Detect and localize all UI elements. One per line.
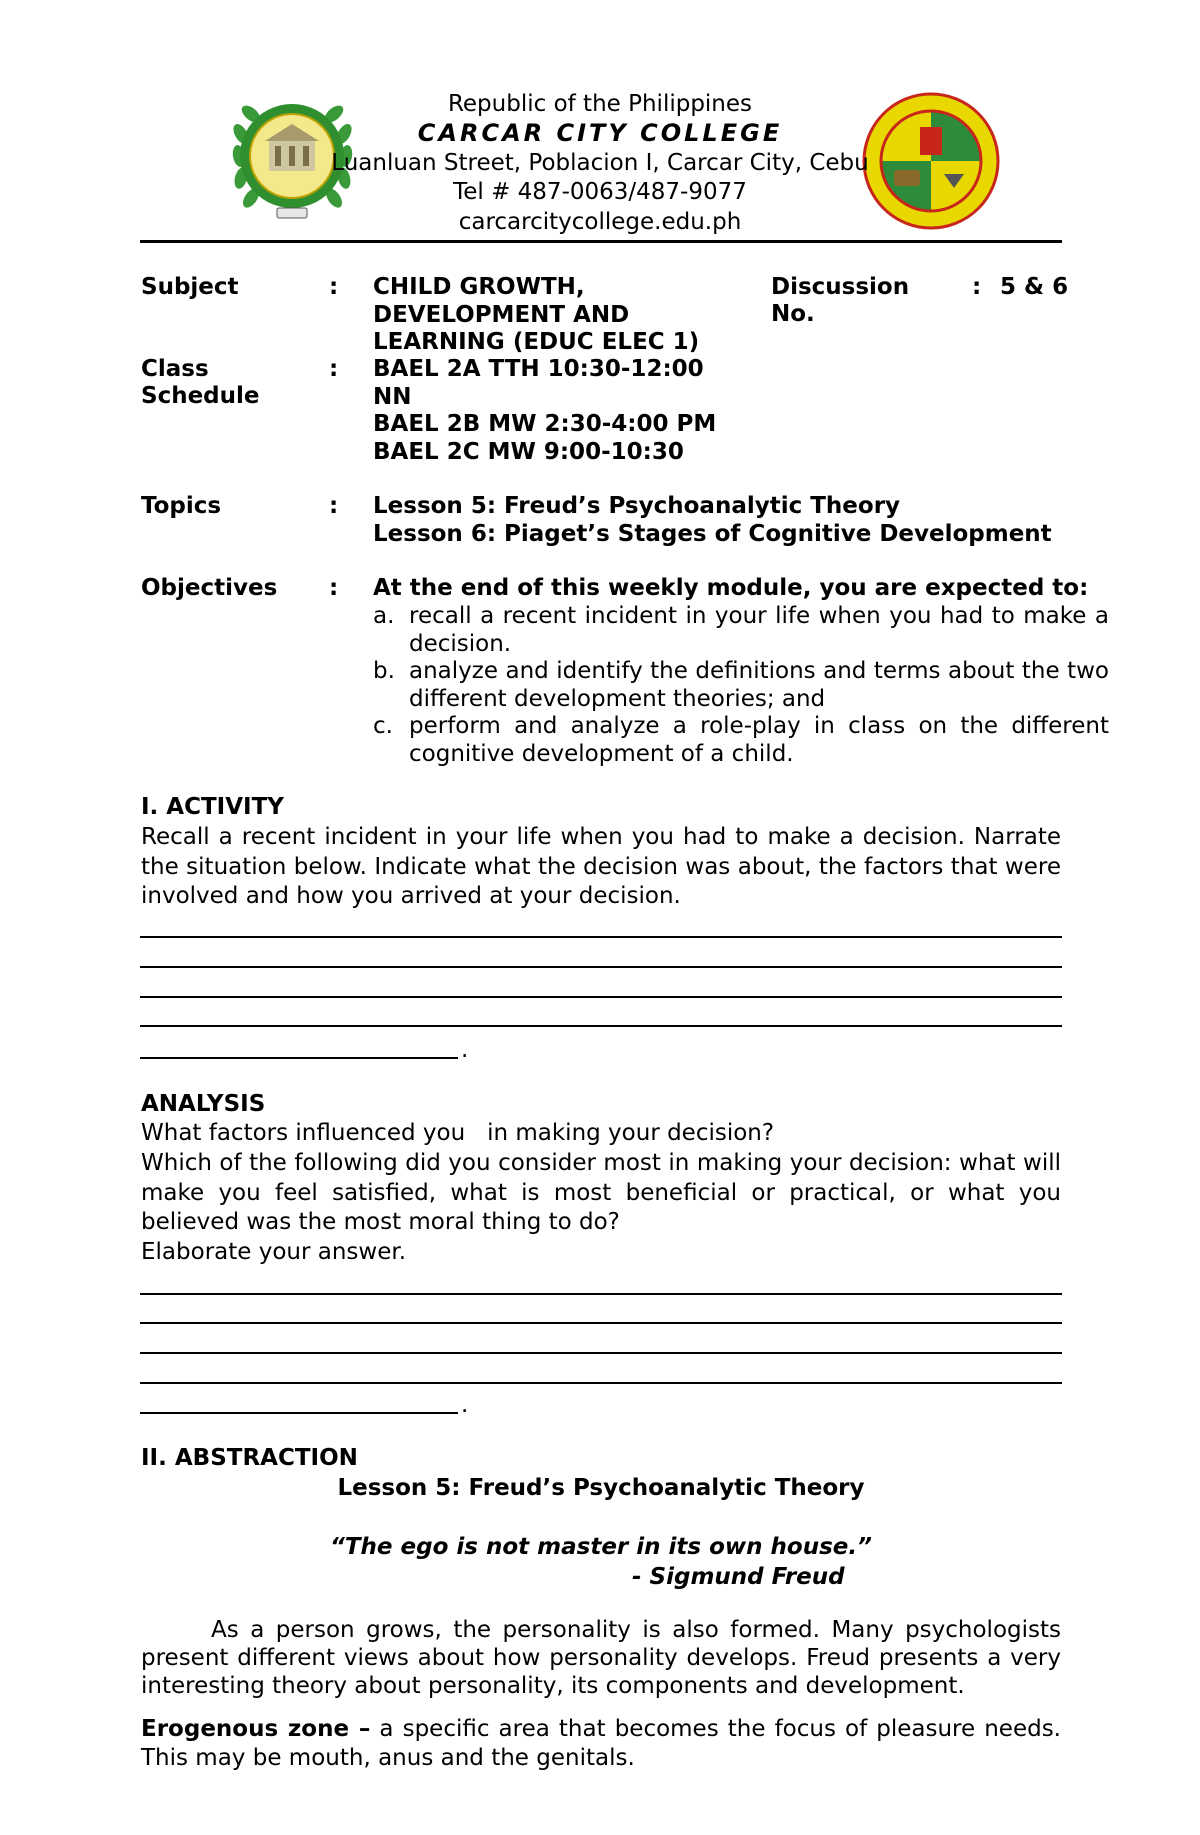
intro-paragraph: As a person grows, the personality is also formed. Many psychologists present different views about how personality develops. Freud presents a very interesting theory about personality, its components and development. xyxy=(141,1617,1061,1699)
header-country: Republic of the Philippines xyxy=(447,91,753,117)
topics-colon: : xyxy=(329,493,339,519)
erogenous-zone-definition: Erogenous zone – a specific area that becomes the focus of pleasure needs. This may be mouth, anus and the genitals. xyxy=(141,1716,1061,1771)
answer-line[interactable] xyxy=(140,1352,1062,1354)
subject-label: Subject xyxy=(141,274,239,300)
header-college-name: CARCAR CITY COLLEGE xyxy=(417,119,783,147)
discussion-colon: : xyxy=(972,274,982,300)
activity-instructions: Recall a recent incident in your life when you had to make a decision. Narrate the situation below. Indicate what the decision was about, the factors that were involved and how you arrived at your decision. xyxy=(141,824,1061,909)
term-erogenous-zone: Erogenous zone – xyxy=(141,1716,371,1742)
list-item: a. recall a recent incident in your life when you had to make a decision. xyxy=(373,603,1109,657)
list-item: b. analyze and identify the definitions and terms about the two different development theories; and xyxy=(373,658,1109,712)
answer-end-mark: . xyxy=(461,1392,469,1418)
abstraction-heading: II. ABSTRACTION xyxy=(141,1445,358,1471)
answer-line[interactable] xyxy=(140,1025,1062,1027)
class-schedule-value: BAEL 2A TTH 10:30-12:00 NN BAEL 2B MW 2:30-4:00 PM BAEL 2C MW 9:00-10:30 xyxy=(373,356,717,465)
discussion-number: 5 & 6 xyxy=(1000,274,1069,300)
header-divider xyxy=(140,240,1062,243)
discussion-label: Discussion No. xyxy=(771,274,910,327)
header-website: carcarcitycollege.edu.ph xyxy=(458,209,742,235)
answer-end-mark: . xyxy=(461,1037,469,1063)
answer-line[interactable] xyxy=(140,966,1062,968)
answer-line[interactable] xyxy=(140,996,1062,998)
class-schedule-colon: : xyxy=(329,356,339,382)
subject-value: CHILD GROWTH, DEVELOPMENT AND LEARNING (EDUC ELEC 1) xyxy=(373,274,700,355)
lesson-title: Lesson 5: Freud’s Psychoanalytic Theory xyxy=(337,1475,865,1501)
analysis-question-2: Which of the following did you consider most in making your decision: what will make you feel satisfied, what is most beneficial or practical, or what you believed was the most moral thing to do? xyxy=(141,1150,1061,1235)
objectives-intro: At the end of this weekly module, you are expected to: xyxy=(373,575,1089,601)
analysis-question-1: What factors influenced you in making your decision? xyxy=(141,1120,775,1146)
topics-value: Lesson 5: Freud’s Psychoanalytic Theory Lesson 6: Piaget’s Stages of Cognitive Development xyxy=(373,493,1052,547)
analysis-heading: ANALYSIS xyxy=(141,1091,266,1117)
topics-label: Topics xyxy=(141,493,222,519)
analysis-question-3: Elaborate your answer. xyxy=(141,1239,407,1265)
activity-heading: I. ACTIVITY xyxy=(141,794,284,820)
answer-line[interactable] xyxy=(140,1382,1062,1384)
objectives-list xyxy=(373,603,1109,768)
header-telephone: Tel # 487-0063/487-9077 xyxy=(453,179,747,205)
freud-quote: “The ego is not master in its own house.” xyxy=(330,1534,872,1560)
objectives-label: Objectives xyxy=(141,575,278,601)
answer-line[interactable] xyxy=(140,1293,1062,1295)
answer-line[interactable] xyxy=(140,1322,1062,1324)
class-schedule-label: Class Schedule xyxy=(141,356,260,409)
header-address: Luanluan Street, Poblacion I, Carcar City, Cebu xyxy=(331,150,869,176)
list-item: c. perform and analyze a role-play in class on the different cognitive development of a child. xyxy=(373,713,1109,767)
objectives-colon: : xyxy=(329,575,339,601)
answer-line[interactable] xyxy=(140,1412,458,1414)
subject-colon: : xyxy=(329,274,339,300)
answer-line[interactable] xyxy=(140,936,1062,938)
answer-line[interactable] xyxy=(140,1057,458,1059)
quote-author: - Sigmund Freud xyxy=(632,1564,845,1590)
